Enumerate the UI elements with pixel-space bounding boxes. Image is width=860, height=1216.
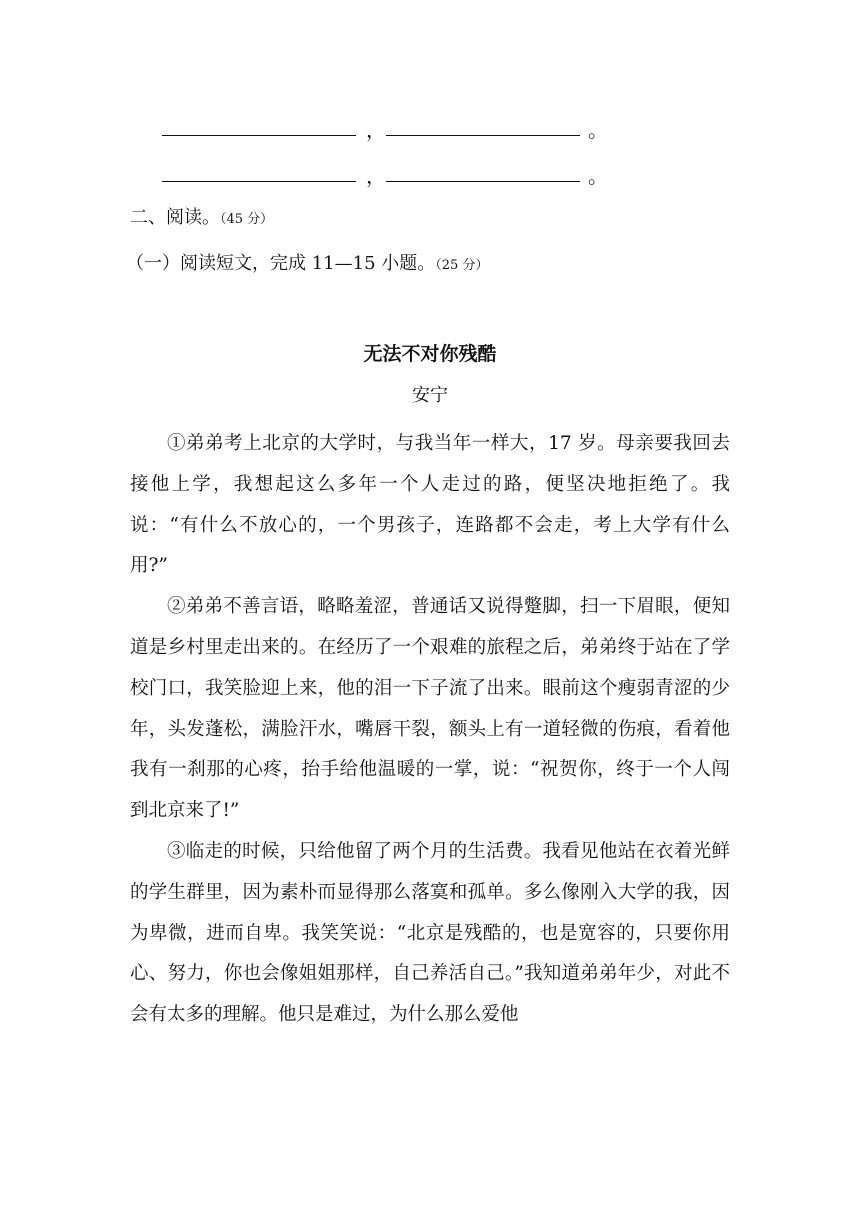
section-heading <box>130 206 273 232</box>
article-body <box>130 424 730 1036</box>
paragraph-3: ③临走的时候，只给他留了两个月的生活费。我看见他站在衣着光鲜的学生群里，因为素朴而显得那么落寞和孤单。多么像刚入大学的我，因为卑微，进而自卑。我笑笑说：“北京是残酷的，也是宽容的，只要你用心、努力，你也会像姐姐那样，自己养活自己。”我知道弟弟年少，对此不会有太多的理解。他只是难过，为什么那么爱他 <box>130 840 730 1026</box>
answer-blank-row-2 <box>162 158 622 188</box>
comma: ， <box>366 164 386 188</box>
sub-heading-text: （一）阅读短文，完成 11—15 小题。 <box>126 253 436 274</box>
answer-blank <box>386 135 580 136</box>
article-author: 安宁 <box>412 385 448 406</box>
article-title: 无法不对你残酷 <box>363 343 497 365</box>
answer-blank-row-1 <box>162 112 622 142</box>
comma: ， <box>366 118 386 142</box>
answer-blank <box>162 181 356 182</box>
sub-heading-points: （25 分） <box>435 258 489 273</box>
section-heading-text: 二、阅读。 <box>130 207 220 228</box>
section-points: （45 分） <box>220 212 274 227</box>
period: 。 <box>588 118 608 142</box>
paragraph-1: ①弟弟考上北京的大学时，与我当年一样大，17 岁。母亲要我回去接他上学，我想起这么多年一个人走过的路，便坚决地拒绝了。我说：“有什么不放心的，一个男孩子，连路都不会走，考上大学有什么用?” <box>130 433 730 577</box>
answer-blank <box>162 135 356 136</box>
answer-blank <box>386 181 580 182</box>
paragraph-2: ②弟弟不善言语，略略羞涩，普通话又说得蹩脚，扫一下眉眼，便知道是乡村里走出来的。在经历了一个艰难的旅程之后，弟弟终于站在了学校门口，我笑脸迎上来，他的泪一下子流了出来。眼前这个瘦弱青涩的少年，头发蓬松，满脸汗水，嘴唇干裂，额头上有一道轻微的伤痕，看着他我有一刹那的心疼，抬手给他温暖的一掌，说：“祝贺你，终于一个人闯到北京来了!” <box>130 596 730 822</box>
sub-heading <box>126 252 488 278</box>
period: 。 <box>588 164 608 188</box>
